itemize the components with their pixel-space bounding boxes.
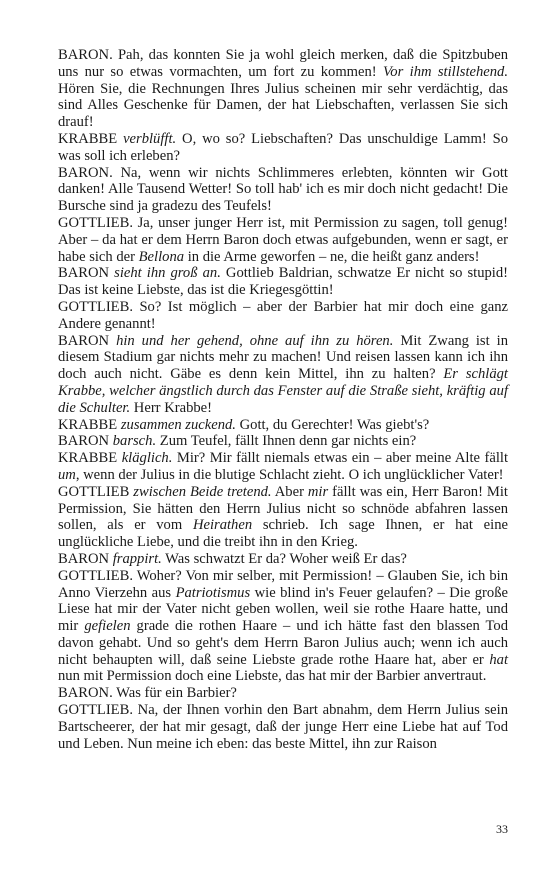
dialogue-paragraph: [58, 299, 508, 333]
dialogue-text: BARON: [58, 265, 115, 282]
stage-direction: mir: [307, 483, 329, 500]
dialogue-text: Mir? Mir fällt niemals etwas ein – aber meine Alte fällt: [172, 450, 508, 467]
dialogue-text: GOTTLIEB. Woher? Von mir selber, mit Permission! – Glauben Sie, ich bin Anno Vierzehn aus: [58, 567, 508, 601]
page-body: [58, 47, 508, 752]
dialogue-text: BARON: [58, 550, 113, 567]
dialogue-paragraph: [58, 131, 508, 165]
dialogue-text: KRABBE: [58, 130, 124, 147]
stage-direction: verblüfft.: [123, 130, 177, 147]
stage-direction: hin und her gehend, ohne auf ihn zu hören.: [116, 332, 394, 349]
dialogue-text: in die Arme geworfen – ne, die heißt ganz anders!: [184, 248, 480, 265]
dialogue-text: Mit Zwang ist in diesem Stadium gar nichts mehr zu machen! Und reisen lassen kann ich ihn doch auch nicht. Gäbe es denn kein Mittel, ihn zu halten?: [58, 332, 508, 383]
dialogue-text: BARON: [58, 332, 117, 349]
dialogue-text: BARON. Pah, das konnten Sie ja wohl gleich merken, daß die Spitzbuben uns nur so etwas vormachten, um fort zu kommen!: [58, 47, 508, 80]
dialogue-paragraph: [58, 702, 508, 752]
stage-direction: zwischen Beide tretend.: [133, 483, 272, 500]
stage-direction: gefielen: [84, 618, 131, 635]
stage-direction: Patriotismus: [175, 584, 251, 601]
page-number: 33: [496, 822, 508, 836]
dialogue-text: GOTTLIEB: [58, 483, 134, 500]
stage-direction: Er schlägt Krabbe, welcher ängstlich durch das Fenster auf die Straße sieht, kräftig auf die Schulter.: [58, 366, 508, 416]
dialogue-text: fällt was ein, Herr Baron! Mit Permission, Sie hätten den Herrn Julius nicht so schnöde abfahren lassen sollen, als er vom: [58, 483, 508, 534]
stage-direction: kläglich.: [121, 450, 173, 467]
stage-direction: Heirathen: [192, 517, 253, 534]
dialogue-paragraph: [58, 484, 508, 551]
stage-direction: Vor ihm stillstehend.: [383, 63, 508, 80]
dialogue-text: GOTTLIEB. Ja, unser junger Herr ist, mit Permission zu sagen, toll genug! Aber – da hat er dem Herrn Baron doch etwas aufgebunden, wenn er sagt, er habe sich der: [58, 214, 508, 265]
dialogue-text: grade die rothen Haare – und ich hätte fast den blassen Tod davon gehabt. Und so geht's dem Herrn Baron Julius auch; wenn ich auch nicht behaupten will, daß seine Liebste grade rothe Haare hat, aber er: [58, 618, 508, 668]
stage-direction: sieht ihn groß an.: [114, 265, 221, 282]
dialogue-text: , wenn der Julius in die blutige Schlacht zieht. O ich unglücklicher Vater!: [75, 466, 504, 483]
dialogue-paragraph: [58, 568, 508, 686]
dialogue-paragraph: [58, 165, 508, 215]
dialogue-text: nun mit Permission doch eine Liebste, das hat mir der Barbier anvertraut.: [58, 668, 487, 685]
stage-direction: barsch.: [112, 433, 157, 450]
dialogue-text: GOTTLIEB. So? Ist möglich – aber der Barbier hat mir doch eine ganz Andere genannt!: [58, 298, 508, 332]
dialogue-text: O, wo so? Liebschaften? Das unschuldige Lamm! So was soll ich erleben?: [58, 130, 509, 164]
dialogue-paragraph: [58, 333, 508, 417]
dialogue-text: BARON: [58, 433, 113, 450]
dialogue-text: Zum Teufel, fällt Ihnen denn gar nichts ein?: [156, 433, 417, 450]
dialogue-text: BARON. Na, wenn wir nichts Schlimmeres erlebten, könnten wir Gott danken! Alle Tausend Wetter! So toll hab' ich es mir doch nicht gedacht! Die Bursche sind ja gradezu des Teufels!: [58, 164, 508, 215]
dialogue-text: KRABBE: [58, 450, 122, 467]
stage-direction: Bellona: [138, 248, 185, 265]
stage-direction: um: [58, 466, 76, 483]
dialogue-paragraph: [58, 433, 508, 450]
stage-direction: zusammen zuckend.: [120, 416, 236, 433]
dialogue-text: wie blind in's Feuer gelaufen? – Die große Liese hat mir der Vater nicht geben wollen, weil sie rothe Haare hatte, und mir: [58, 584, 508, 635]
dialogue-text: Was schwatzt Er da? Woher weiß Er das?: [161, 550, 407, 567]
dialogue-paragraph: [58, 215, 508, 265]
dialogue-text: schrieb. Ich sage Ihnen, er hat eine unglückliche Liebe, und die treibt ihn in den Krieg.: [58, 517, 508, 551]
dialogue-paragraph: [58, 685, 508, 702]
dialogue-paragraph: [58, 551, 508, 568]
dialogue-text: Herr Krabbe!: [130, 399, 212, 416]
dialogue-text: Aber: [271, 483, 308, 500]
stage-direction: frappirt.: [112, 550, 162, 567]
dialogue-text: BARON. Was für ein Barbier?: [58, 685, 237, 702]
stage-direction: hat: [489, 651, 508, 668]
dialogue-text: KRABBE: [58, 416, 121, 433]
dialogue-text: Gottlieb Baldrian, schwatze Er nicht so stupid! Das ist keine Liebste, das ist die Kriegesgöttin!: [58, 265, 508, 299]
dialogue-paragraph: [58, 47, 508, 131]
dialogue-paragraph: [58, 265, 508, 299]
dialogue-text: GOTTLIEB. Na, der Ihnen vorhin den Bart abnahm, dem Herrn Julius sein Bartscheerer, der hat mir gesagt, daß der junge Herr eine Liebe hat auf Tod und Leben. Nun meine ich eben: das beste Mittel, ihn zur Raison: [58, 702, 508, 752]
dialogue-paragraph: [58, 417, 508, 434]
dialogue-text: Hören Sie, die Rechnungen Ihres Julius scheinen mir sehr verdächtig, das sind Alles Geschenke für Damen, der hat Liebschaften, verlassen Sie sich drauf!: [58, 80, 508, 131]
dialogue-paragraph: [58, 450, 508, 484]
dialogue-text: Gott, du Gerechter! Was giebt's?: [235, 416, 430, 433]
